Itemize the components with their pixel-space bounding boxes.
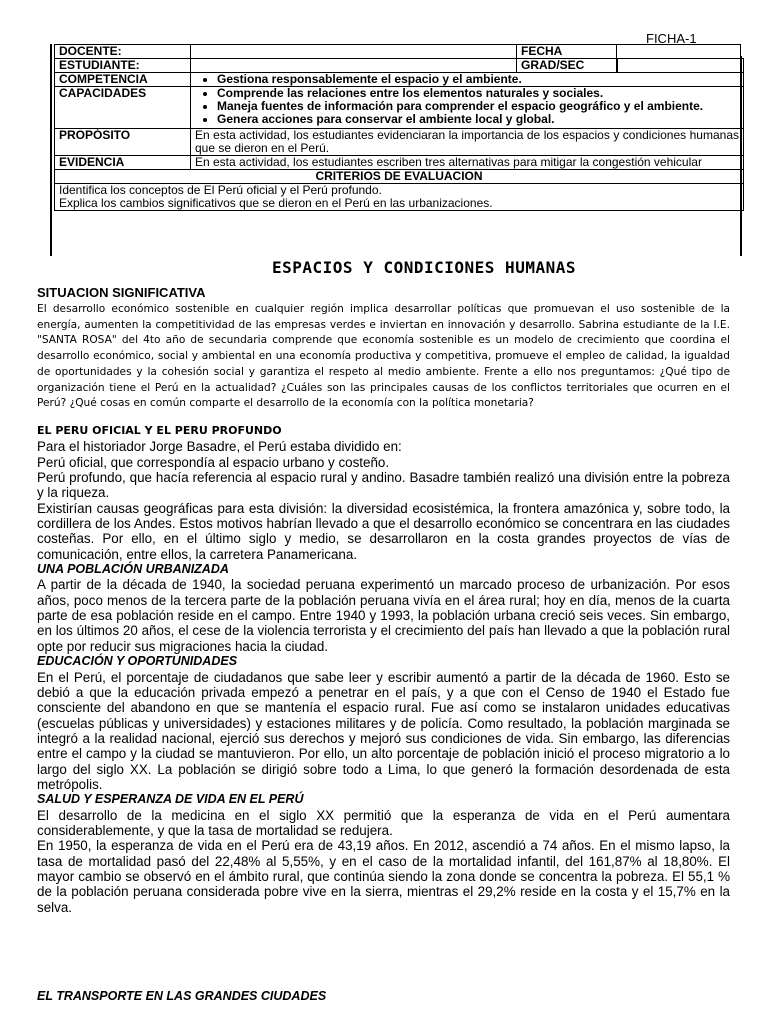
row-proposito [55, 129, 744, 156]
row-capacidades [55, 87, 744, 129]
evidencia-label: EVIDENCIA [55, 156, 191, 170]
criterio-item: Identifica los conceptos de El Perú oficial y el Perú profundo. [59, 183, 382, 197]
fecha-label: FECHA [517, 45, 617, 59]
competencia-cell [191, 73, 744, 87]
row-criterios-heading [55, 170, 744, 184]
paragraph: Existirían causas geográficas para esta división: la diversidad ecosistémica, la frontera amazónica y, sobre todo, la cordillera de los Andes. Estos motivos habrían llevado a que el desarrollo económico se concentrara en las ciudades costeñas. Por ello, en el último siglo y medio, se desarrollaron en la costa grandes proyectos de vías de comunicación, entre ellos, la carretera Panamericana. [37, 500, 730, 562]
paragraph: Perú oficial, que correspondía al espacio urbano y costeño. [37, 454, 390, 470]
row-evidencia [55, 156, 744, 170]
evidencia-text: En esta actividad, los estudiantes escriben tres alternativas para mitigar la congestión vehicular [191, 156, 744, 170]
section-heading-educacion: EDUCACIÓN Y OPORTUNIDADES [37, 654, 238, 669]
capacidad-item: • Maneja fuentes de información para comprender el espacio geográfico y el ambiente. [217, 100, 739, 113]
row-estudiante [55, 59, 744, 73]
row-docente [55, 45, 744, 59]
section-heading-salud: SALUD Y ESPERANZA DE VIDA EN EL PERÚ [37, 792, 304, 807]
capacidad-item: • Genera acciones para conservar el ambiente local y global. [217, 113, 739, 126]
competencia-list [195, 73, 739, 86]
competencia-item: • Gestiona responsablemente el espacio y el ambiente. [217, 73, 739, 86]
estudiante-label: ESTUDIANTE: [55, 59, 191, 73]
paragraph: Para el historiador Jorge Basadre, el Perú estaba dividido en: [37, 439, 402, 455]
paragraph: A partir de la década de 1940, la sociedad peruana experimentó un marcado proceso de urbanización. Por esos años, poco menos de la tercera parte de la población peruana vivía en el área rural; hoy en día, menos de la cuarta parte de esa población reside en el campo. Entre 1940 y 1993, la población urbana creció seis veces. Sin embargo, en los últimos 20 años, el cese de la violencia terrorista y el crecimiento del país han llevado a que la población rural opte por reducir sus migraciones hacia la ciudad. [37, 577, 730, 654]
docente-field[interactable] [191, 45, 517, 59]
criterios-heading: CRITERIOS DE EVALUACION [55, 170, 744, 184]
paragraph: Perú profundo, que hacía referencia al espacio rural y andino. Basadre también realizó una división entre la pobreza y la riqueza. [37, 470, 730, 501]
paragraph: En 1950, la esperanza de vida en el Perú era de 43,19 años. En 2012, ascendió a 74 años. En el mismo lapso, la tasa de mortalidad pasó del 22,48% al 5,55%, y en el caso de la mortalidad infantil, del 161,87% al 18,80%. El mayor cambio se observó en el ámbito rural, que continúa siendo la zona donde se concentra la pobreza. El 55,1 % de la población peruana considerada pobre vive en la sierra, mientras el 29,2% reside en la costa y el 15,7% en la selva. [37, 838, 730, 915]
fecha-field[interactable] [617, 45, 744, 59]
capacidades-list [195, 87, 739, 126]
capacidad-item: • Comprende las relaciones entre los elementos naturales y sociales. [217, 87, 739, 100]
row-competencia [55, 73, 744, 87]
criterios-cell [55, 184, 744, 211]
situacion-heading: SITUACION SIGNIFICATIVA [37, 285, 206, 300]
row-criterios [55, 184, 744, 211]
criterio-item: Explica los cambios significativos que se dieron en el Perú en las urbanizaciones. [59, 196, 493, 210]
section-heading-peru-oficial: EL PERU OFICIAL Y EL PERU PROFUNDO [37, 424, 282, 437]
gradsec-field[interactable] [617, 59, 744, 73]
situacion-text: El desarrollo económico sostenible en cualquier región implica desarrollar políticas que promuevan el uso sostenible de la energía, aumenten la competitividad de las empresas verdes e inviertan en innovación y desarrollo. Sabrina estudiante de la I.E. "SANTA ROSA" del 4to año de secundaria comprende que economía sostenible es un modelo de crecimiento que coordina el desarrollo económico, social y ambiental en una economía productiva y competitiva, promueve el empleo de calidad, la igualdad de oportunidades y la cohesión social y garantiza el respeto al medio ambiente. Frente a ello nos preguntamos: ¿Qué tipo de organización tiene el Perú en la actualidad? ¿Cuáles son las principales causas de los conflictos territoriales que ocurren en el Perú? ¿Qué cosas en común comparte el desarrollo de la economía con la política monetaria? [37, 303, 730, 410]
gradsec-label: GRAD/SEC [517, 59, 617, 73]
proposito-text: En esta actividad, los estudiantes evidenciaran la importancia de los espacios y condiciones humanas que se dieron en el Perú. [191, 129, 744, 156]
proposito-label: PROPÓSITO [55, 129, 191, 156]
section-heading-transporte: EL TRANSPORTE EN LAS GRANDES CIUDADES [37, 989, 327, 1003]
sheet-number: FICHA-1 [646, 31, 697, 46]
capacidades-label: CAPACIDADES [55, 87, 191, 129]
section-heading-poblacion-urbanizada: UNA POBLACIÓN URBANIZADA [37, 562, 229, 577]
article-body [37, 423, 730, 915]
competencia-label: COMPETENCIA [55, 73, 191, 87]
paragraph: En el Perú, el porcentaje de ciudadanos que sabe leer y escribir aumentó a partir de la década de 1960. Esto se debió a que la educación privada empezó a penetrar en el país, y a que con el Censo de 1940 el Estado fue consciente del abandono en que se mantenía el espacio rural. Fue así como se instalaron unidades educativas (escuelas públicas y universidades) y estaciones militares y de policía. Como resultado, la población marginada se integró a la realidad nacional, ejerció sus derechos y mejoró sus condiciones de vida. Sin embargo, las diferencias entre el campo y la ciudad se mantuvieron. Por ello, un alto porcentaje de población inició el proceso migratorio a lo largo del siglo XX. La población se dirigió sobre todo a Lima, lo que generó la formación desordenada de esta metrópolis. [37, 669, 730, 792]
capacidades-cell [191, 87, 744, 129]
document-title: ESPACIOS Y CONDICIONES HUMANAS [272, 258, 576, 277]
header-table [54, 44, 744, 211]
estudiante-field[interactable] [191, 59, 517, 73]
paragraph: El desarrollo de la medicina en el siglo XX permitió que la esperanza de vida en el Perú aumentara considerablemente, y que la tasa de mortalidad se redujera. [37, 807, 730, 838]
docente-label: DOCENTE: [55, 45, 191, 59]
